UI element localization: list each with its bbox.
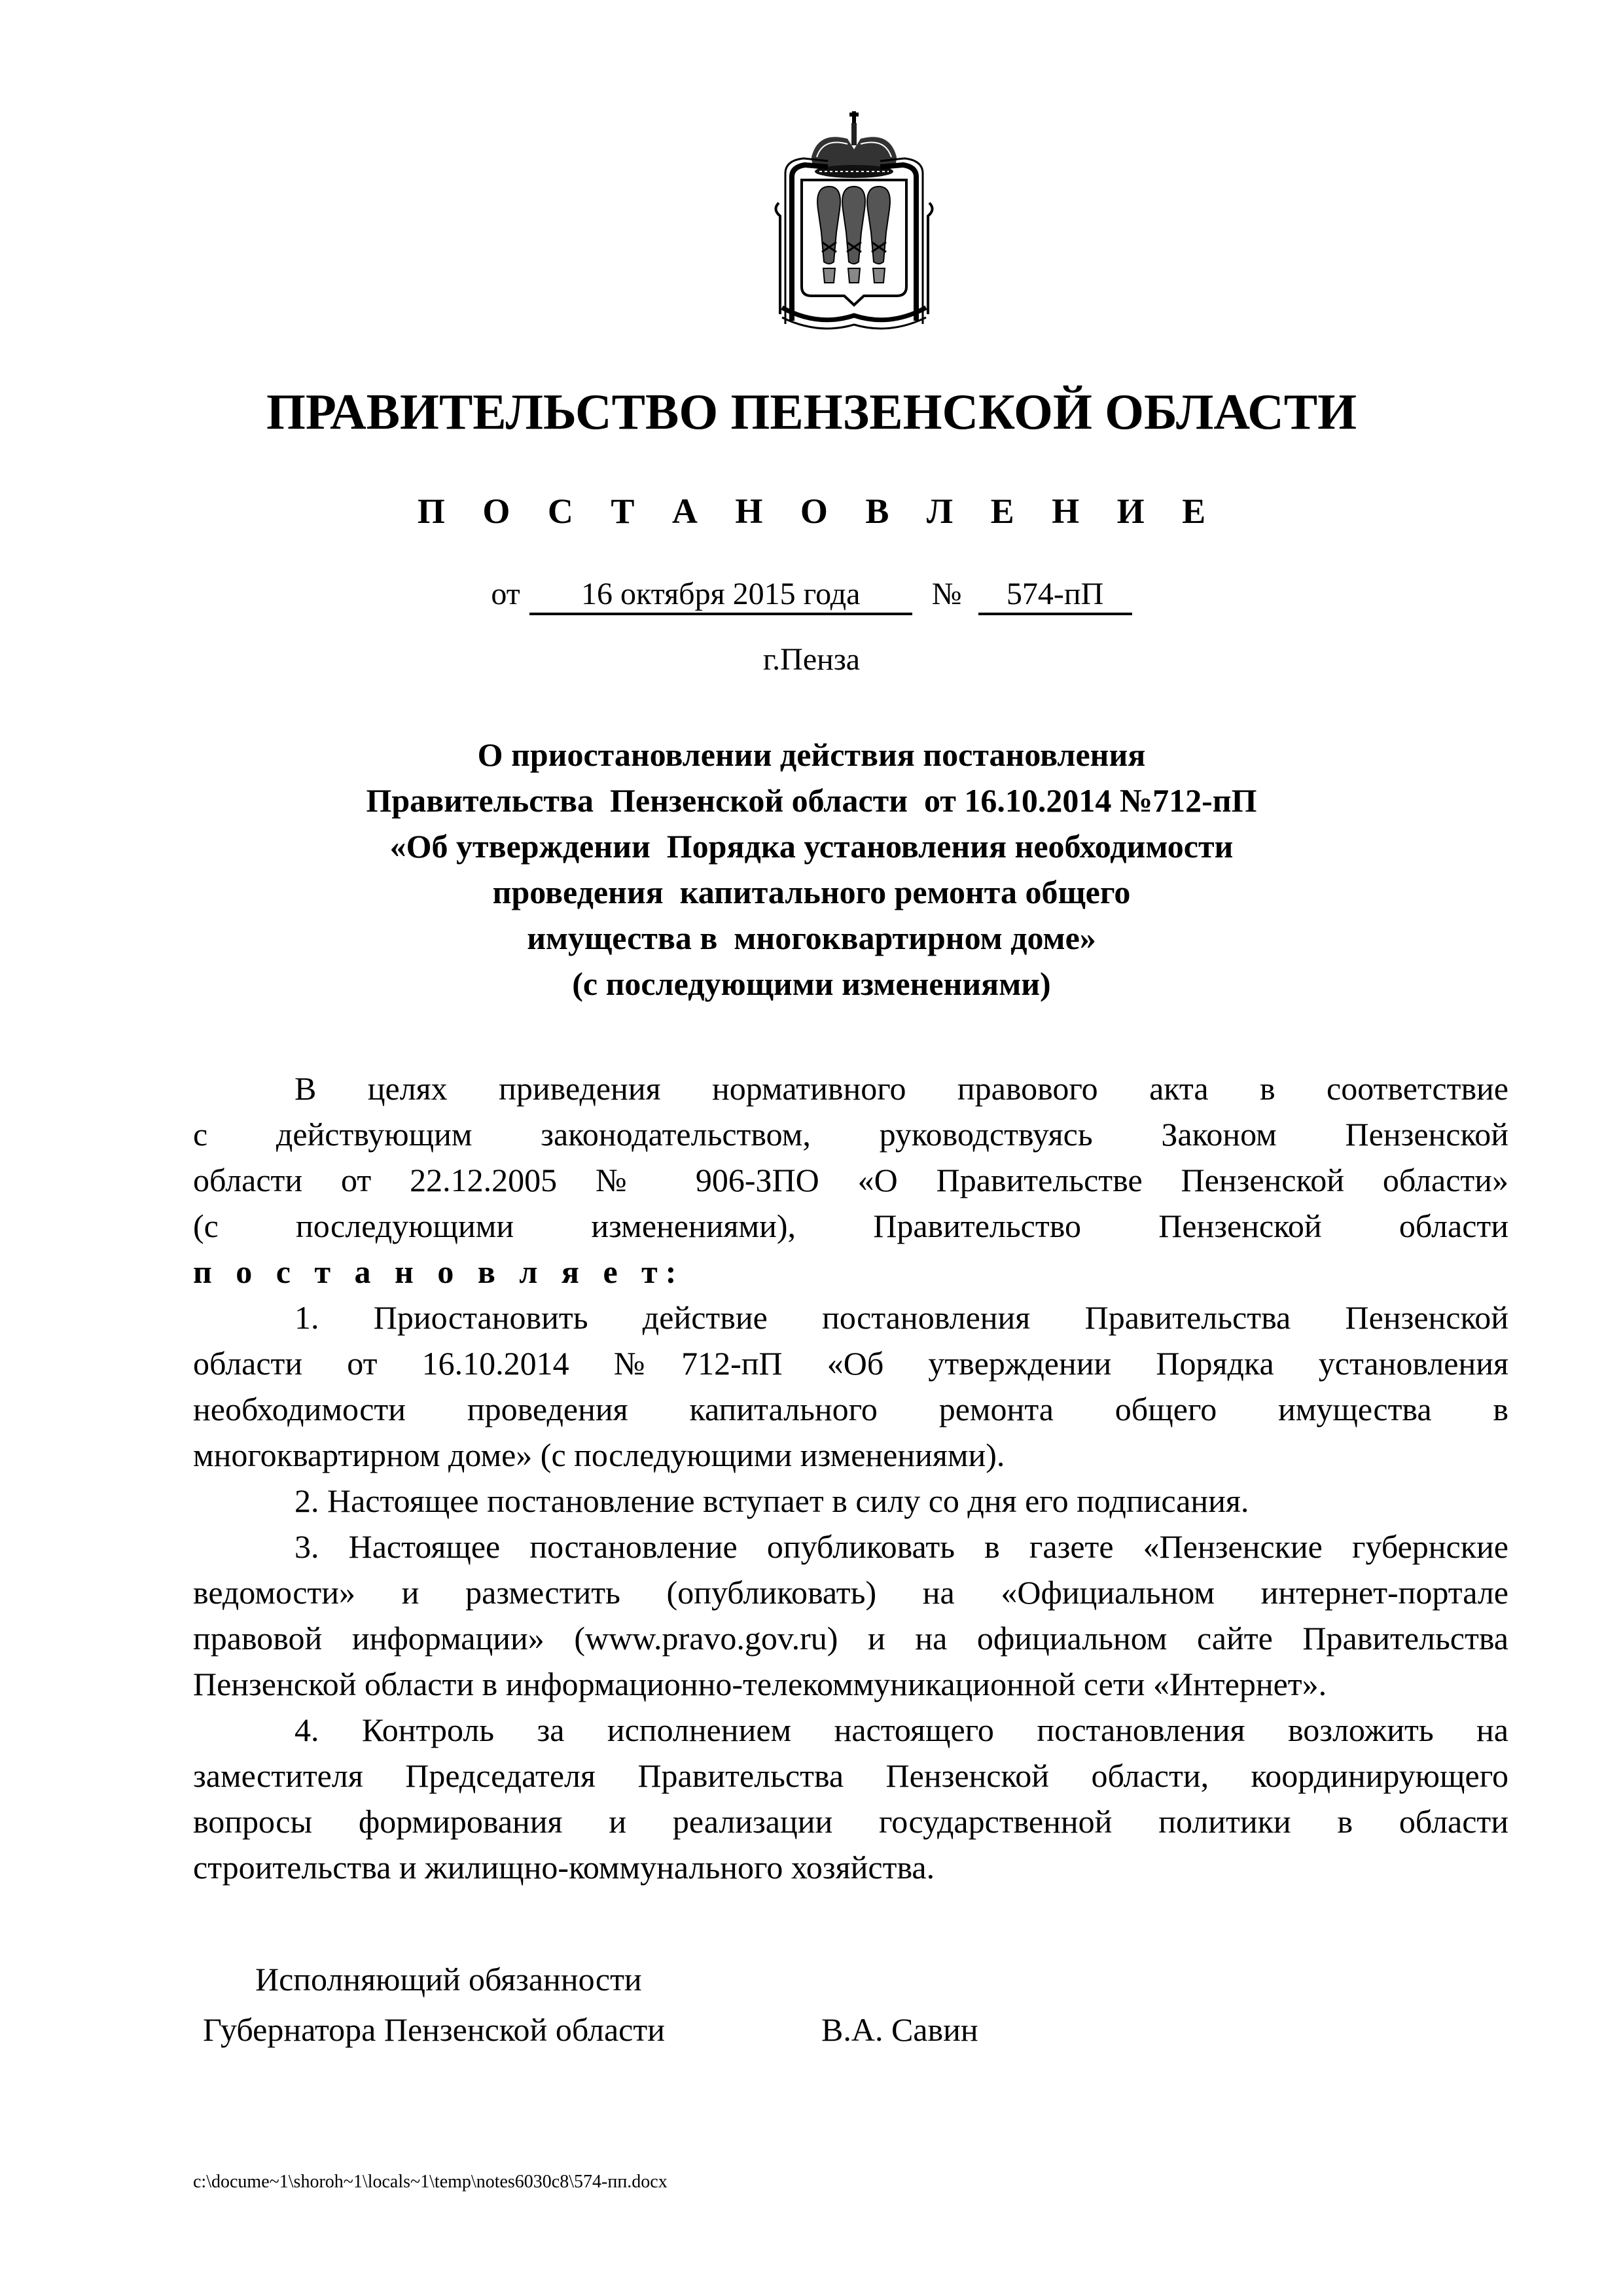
item-line: необходимости проведения капитального ремонта общего имущества в [193,1391,1508,1427]
document-date: 16 октября 2015 года [529,576,912,615]
preamble-line: области от 22.12.2005 № 906-ЗПО «О Правительстве Пензенской области» [193,1162,1508,1198]
document-subject [0,732,1623,1007]
item-line: многоквартирном доме» (с последующими изменениями). [193,1437,1005,1473]
item-line: 3. Настоящее постановление опубликовать в газете «Пензенские губернские [294,1528,1508,1565]
item-line: 1. Приостановить действие постановления Правительства Пензенской [294,1299,1508,1336]
item-line: 4. Контроль за исполнением настоящего постановления возложить на [294,1712,1508,1748]
item-4-paragraph [193,1707,1508,1890]
coat-of-arms-emblem [766,111,942,334]
item-3-paragraph [193,1524,1508,1707]
item-2-paragraph [193,1478,1508,1524]
document-type-heading: П О С Т А Н О В Л Е Н И Е [417,492,1221,531]
signatory-position-line-1: Исполняющий обязанности [255,1961,642,1998]
document-body [193,1066,1508,1890]
date-number-line [0,576,1623,615]
item-line: вопросы формирования и реализации государственной политики в области [193,1803,1508,1840]
date-prefix: от [491,577,520,611]
subject-line: (с последующими изменениями) [572,965,1051,1002]
subject-line: имущества в многоквартирном доме» [527,920,1096,956]
item-line: Пензенской области в информационно-телекоммуникационной сети «Интернет». [193,1666,1327,1702]
footer-file-path: c:\docume~1\shoroh~1\locals~1\temp\notes6030c8\574-пп.docx [193,2172,668,2192]
item-1-paragraph [193,1295,1508,1478]
item-line: правовой информации» (www.pravo.gov.ru) и на официальном сайте Правительства [193,1620,1508,1657]
subject-line: «Об утверждении Порядка установления необходимости [389,828,1234,865]
preamble-line: с действующим законодательством, руководствуясь Законом Пензенской [193,1116,1508,1153]
number-sign: № [931,577,962,611]
document-number: 574-пП [978,576,1132,615]
preamble-paragraph [193,1066,1508,1249]
item-line: строительства и жилищно-коммунального хозяйства. [193,1849,935,1886]
preamble-line: (с последующими изменениями), Правительство Пензенской области [193,1208,1508,1244]
subject-line: проведения капитального ремонта общего [492,874,1131,910]
signatory-name: В.А. Савин [821,2011,978,2048]
subject-line: Правительства Пензенской области от 16.10.2014 №712-пП [366,782,1257,819]
government-title: ПРАВИТЕЛЬСТВО ПЕНЗЕНСКОЙ ОБЛАСТИ [266,384,1357,440]
city: г.Пенза [762,642,861,677]
item-line: ведомости» и разместить (опубликовать) на «Официальном интернет-портале [193,1574,1508,1611]
decree-word: п о с т а н о в л я е т: [193,1253,685,1290]
item-line: 2. Настоящее постановление вступает в силу со дня его подписания. [294,1482,1249,1519]
subject-line: О приостановлении действия постановления [477,736,1146,773]
signatory-position-line-2: Губернатора Пензенской области [203,2011,665,2048]
item-line: заместителя Председателя Правительства Пензенской области, координирующего [193,1757,1508,1794]
item-line: области от 16.10.2014 №712-пП «Об утверждении Порядка установления [193,1345,1508,1382]
preamble-line: В целях приведения нормативного правового акта в соответствие [294,1070,1508,1107]
